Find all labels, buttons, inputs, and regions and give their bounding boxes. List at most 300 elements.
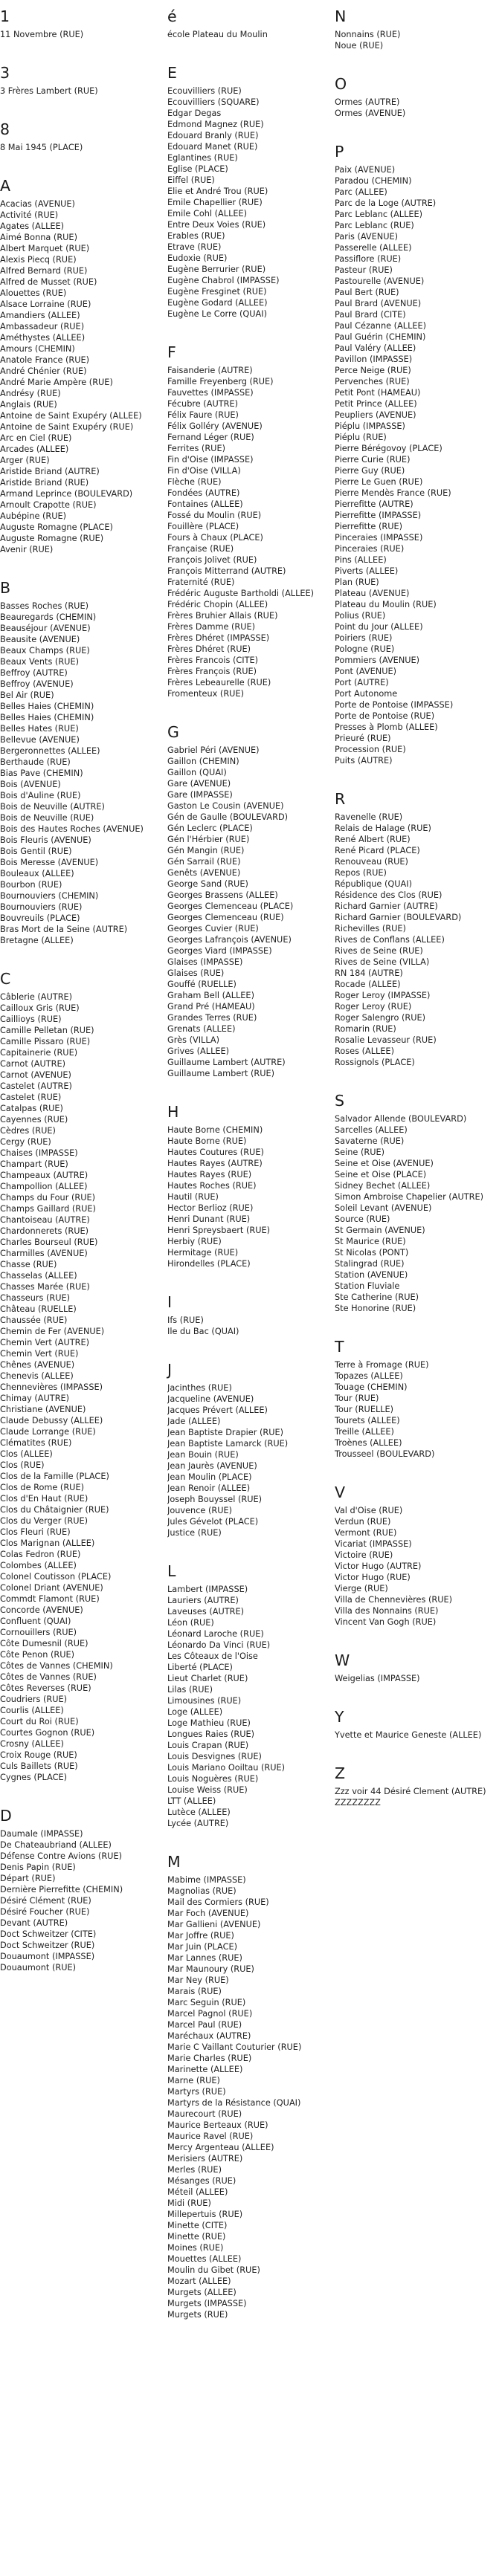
street-item: Jacinthes (RUE): [167, 1383, 232, 1393]
street-item: Jean Jaurès (AVENUE): [167, 1461, 257, 1471]
street-item: Porte de Pontoise (IMPASSE): [335, 700, 454, 710]
street-item: Côtes de Vannes (RUE): [0, 1672, 97, 1682]
street-item: Auguste Romagne (PLACE): [0, 522, 113, 532]
street-item: Pierre Bérégovoy (PLACE): [335, 444, 443, 453]
street-item: Paul Valéry (ALLEE): [335, 343, 416, 353]
street-item: Merisiers (AUTRE): [167, 2154, 243, 2164]
street-item: Champollion (ALLEE): [0, 1182, 88, 1191]
street-item: Gén l'Hérbier (RUE): [167, 835, 250, 844]
street-item: Rocade (ALLEE): [335, 980, 401, 989]
street-item: Bouleaux (ALLEE): [0, 869, 74, 878]
street-item: Romarin (RUE): [335, 1024, 396, 1034]
street-item: Fossé du Moulin (RUE): [167, 511, 262, 520]
street-item: Cailloux Gris (RUE): [0, 1003, 80, 1013]
street-item: Chaussée (RUE): [0, 1315, 68, 1325]
street-item: Moulin du Gibet (RUE): [167, 2265, 260, 2275]
street-item: Eudoxie (RUE): [167, 253, 228, 263]
street-item: Ifs (RUE): [167, 1315, 204, 1325]
street-item: Louise Weiss (RUE): [167, 1785, 248, 1795]
street-item: Pierrefitte (RUE): [335, 522, 403, 531]
street-item: Eugène Godard (ALLEE): [167, 298, 268, 308]
street-item: Vermont (RUE): [335, 1528, 397, 1538]
street-item: Terre à Fromage (RUE): [335, 1360, 429, 1370]
street-item: Bois Fleuris (AVENUE): [0, 835, 91, 845]
street-list: [335, 29, 498, 51]
street-item: Point du Jour (ALLEE): [335, 622, 423, 632]
street-item: Côtes Reverses (RUE): [0, 1683, 91, 1693]
section-heading: R: [335, 790, 346, 808]
street-item: Marais (RUE): [167, 1987, 222, 1996]
street-item: Eglise (PLACE): [167, 164, 228, 174]
street-list: [0, 1828, 164, 1973]
street-item: Fours à Chaux (PLACE): [167, 533, 263, 543]
street-item: Plateau (AVENUE): [335, 589, 410, 598]
street-item: Aimé Bonna (RUE): [0, 233, 77, 242]
street-item: Passerelle (ALLEE): [335, 243, 412, 253]
street-item: Yvette et Maurice Geneste (ALLEE): [335, 1730, 482, 1740]
street-item: Pins (ALLEE): [335, 555, 387, 565]
street-item: Cornouillers (RUE): [0, 1628, 77, 1637]
street-list: [167, 1382, 331, 1538]
street-item: Cèdres (RUE): [0, 1126, 56, 1136]
street-item: Bel Air (RUE): [0, 690, 54, 700]
section-heading: O: [335, 75, 347, 93]
street-item: Piéplu (RUE): [335, 433, 387, 442]
street-item: Fernand Léger (RUE): [167, 433, 254, 442]
street-item: Christiane (AVENUE): [0, 1405, 86, 1414]
street-item: Station Fluviale: [335, 1281, 400, 1291]
street-item: Henri Spreysbaert (RUE): [167, 1226, 271, 1235]
street-item: Défense Contre Avions (RUE): [0, 1851, 122, 1861]
street-item: Clos d'En Haut (RUE): [0, 1494, 89, 1504]
street-item: Limousines (RUE): [167, 1696, 242, 1706]
street-item: Murgets (RUE): [167, 2310, 228, 2320]
street-item: 8 Mai 1945 (PLACE): [0, 143, 83, 152]
street-item: François Jolivet (RUE): [167, 555, 257, 565]
street-item: Bourbon (RUE): [0, 880, 62, 890]
street-item: St Maurice (RUE): [335, 1237, 406, 1246]
street-item: Ecouvilliers (SQUARE): [167, 97, 260, 107]
street-list: [0, 29, 164, 40]
street-item: Bras Mort de la Seine (AUTRE): [0, 925, 128, 934]
street-item: Castelet (RUE): [0, 1093, 62, 1102]
street-item: Frères Francois (CITE): [167, 656, 259, 665]
letter-section: [335, 1651, 498, 1708]
street-item: 3 Frères Lambert (RUE): [0, 86, 98, 96]
street-item: Herbiy (RUE): [167, 1237, 222, 1246]
street-item: Mar Juin (PLACE): [167, 1942, 238, 1952]
street-item: Midi (RUE): [167, 2198, 211, 2208]
street-item: Activité (RUE): [0, 210, 59, 220]
street-item: Piéplu (IMPASSE): [335, 421, 405, 431]
street-item: Arnoult Crapotte (RUE): [0, 500, 97, 510]
street-item: Chaises (IMPASSE): [0, 1148, 78, 1158]
street-item: Marie Charles (RUE): [167, 2054, 252, 2063]
street-item: Gén de Gaulle (BOULEVARD): [167, 812, 289, 822]
street-item: Parc Leblanc (RUE): [335, 221, 414, 230]
index-column-2: [167, 7, 331, 2320]
street-list: [0, 198, 164, 555]
street-item: Loge Mathieu (RUE): [167, 1718, 251, 1728]
street-item: Frères Dhéret (RUE): [167, 644, 251, 654]
street-item: Crosny (ALLEE): [0, 1739, 64, 1749]
street-item: Camille Pissaro (RUE): [0, 1037, 91, 1046]
street-item: Clos du Châtaignier (RUE): [0, 1505, 109, 1515]
street-item: Erables (RUE): [167, 231, 225, 241]
street-item: Félix Golléry (AVENUE): [167, 421, 263, 431]
street-item: Résidence des Clos (RUE): [335, 890, 443, 900]
street-list: [167, 1874, 331, 2320]
street-item: Coudriers (RUE): [0, 1695, 68, 1704]
street-item: Marcel Paul (RUE): [167, 2020, 242, 2030]
street-item: Clos (RUE): [0, 1460, 45, 1470]
street-item: Trousseel (BOULEVARD): [335, 1449, 435, 1459]
street-item: RN 184 (AUTRE): [335, 968, 403, 978]
street-item: Arc en Ciel (RUE): [0, 433, 72, 443]
street-item: Mozart (ALLEE): [167, 2276, 231, 2286]
street-item: Française (RUE): [167, 544, 234, 554]
street-item: Ambassadeur (RUE): [0, 322, 85, 331]
street-item: Acacias (AVENUE): [0, 199, 75, 209]
street-item: Anglais (RUE): [0, 400, 57, 410]
street-item: Murgets (ALLEE): [167, 2288, 236, 2297]
street-item: Bretagne (ALLEE): [0, 936, 74, 945]
street-item: Moines (RUE): [167, 2243, 224, 2253]
street-item: Frères Dhéret (IMPASSE): [167, 633, 270, 643]
street-item: Georges Lafrançois (AVENUE): [167, 935, 292, 945]
street-item: Simon Ambroise Chapelier (AUTRE): [335, 1192, 484, 1202]
street-item: Belles Hates (RUE): [0, 724, 79, 734]
letter-section: [0, 177, 164, 579]
street-item: Louis Desvignes (RUE): [167, 1752, 262, 1761]
street-item: Perce Neige (RUE): [335, 366, 411, 375]
letter-section: [335, 1764, 498, 1808]
street-item: Doct Schweitzer (RUE): [0, 1941, 95, 1950]
street-item: Amandiers (ALLEE): [0, 311, 80, 320]
section-heading: D: [0, 1807, 12, 1825]
street-item: Arger (RUE): [0, 456, 50, 465]
street-item: Villa des Nonnains (RUE): [335, 1606, 439, 1616]
letter-section: [335, 1483, 498, 1651]
street-item: Cygnes (PLACE): [0, 1773, 68, 1782]
street-item: Louis Mariano Ooiltau (RUE): [167, 1763, 286, 1773]
street-item: Pierre Guy (RUE): [335, 466, 405, 476]
street-item: Mar Lannes (RUE): [167, 1953, 242, 1963]
street-item: Minette (RUE): [167, 2232, 226, 2242]
section-heading: Z: [335, 1764, 346, 1782]
street-item: François Mitterrand (AUTRE): [167, 566, 286, 576]
street-item: 11 Novembre (RUE): [0, 30, 84, 39]
letter-section: [167, 723, 331, 1103]
street-item: Gare (IMPASSE): [167, 790, 233, 800]
street-item: Savaterne (RUE): [335, 1136, 405, 1146]
street-item: Edouard Manet (RUE): [167, 142, 258, 152]
street-item: Paul Brard (CITE): [335, 310, 406, 320]
street-item: Nonnains (RUE): [335, 30, 401, 39]
street-item: Soleil Levant (AVENUE): [335, 1203, 432, 1213]
street-item: Côte Penon (RUE): [0, 1650, 75, 1660]
street-item: Mail des Cormiers (RUE): [167, 1897, 269, 1907]
street-item: Carnot (AUTRE): [0, 1059, 66, 1069]
street-item: Peupliers (AVENUE): [335, 410, 416, 420]
section-heading: J: [167, 1361, 173, 1379]
street-item: Paris (AVENUE): [335, 232, 399, 242]
street-item: Hirondelles (PLACE): [167, 1259, 251, 1269]
street-item: Paul Cézanne (ALLEE): [335, 321, 427, 331]
street-item: Alouettes (RUE): [0, 288, 67, 298]
street-item: Départ (RUE): [0, 1874, 56, 1883]
street-item: Tourets (ALLEE): [335, 1416, 400, 1425]
street-item: Clos de la Famille (PLACE): [0, 1472, 109, 1481]
street-item: Seine et Oise (PLACE): [335, 1170, 427, 1179]
street-item: Henri Dunant (RUE): [167, 1214, 251, 1224]
street-item: Bois Gentil (RUE): [0, 847, 72, 856]
street-item: Piverts (ALLEE): [335, 566, 399, 576]
street-item: Grandes Terres (RUE): [167, 1013, 257, 1023]
street-list: [335, 1673, 498, 1684]
street-item: Ravenelle (RUE): [335, 812, 403, 822]
street-item: Mar Maunoury (RUE): [167, 1964, 254, 1974]
street-item: Léonard Laroche (RUE): [167, 1629, 264, 1639]
street-item: Clos du Verger (RUE): [0, 1516, 89, 1526]
index-column-3: [335, 7, 498, 1808]
street-list: [167, 1584, 331, 1829]
street-item: Victor Hugo (RUE): [335, 1573, 411, 1582]
street-item: Grives (ALLEE): [167, 1046, 230, 1056]
street-item: Clos (ALLEE): [0, 1449, 53, 1459]
street-item: Ferrites (RUE): [167, 444, 225, 453]
street-item: Edmond Magnez (RUE): [167, 120, 264, 129]
street-item: Passiflore (RUE): [335, 254, 402, 264]
street-item: Hautes Rayes (AUTRE): [167, 1159, 263, 1168]
section-heading: Y: [335, 1708, 344, 1726]
street-item: Eugène Berrurier (RUE): [167, 265, 266, 274]
street-item: Douaumont (RUE): [0, 1963, 77, 1973]
street-item: Hautil (RUE): [167, 1192, 219, 1202]
section-heading: W: [335, 1651, 350, 1669]
street-item: Emile Cohl (ALLEE): [167, 209, 248, 219]
street-item: Fromenteux (RUE): [167, 689, 244, 699]
street-item: Georges Brassens (ALLEE): [167, 890, 278, 900]
street-item: Roger Leroy (RUE): [335, 1002, 412, 1012]
street-item: Guillaume Lambert (AUTRE): [167, 1058, 286, 1067]
street-item: Val d'Oise (RUE): [335, 1506, 403, 1515]
street-item: Grenats (ALLEE): [167, 1024, 236, 1034]
street-item: Château (RUELLE): [0, 1304, 77, 1314]
street-item: Chasselas (ALLEE): [0, 1271, 77, 1281]
street-item: Jouvence (RUE): [167, 1506, 233, 1515]
street-item: Entre Deux Voies (RUE): [167, 220, 266, 230]
street-item: Jade (ALLEE): [167, 1417, 221, 1426]
street-item: Renouveau (RUE): [335, 857, 408, 867]
street-item: Lieut Charlet (RUE): [167, 1674, 248, 1683]
street-item: Jean Moulin (PLACE): [167, 1472, 252, 1482]
street-item: Pierrefitte (IMPASSE): [335, 511, 422, 520]
street-item: Ste Catherine (RUE): [335, 1292, 419, 1302]
letter-section: [0, 1807, 164, 1973]
letter-section: [167, 1361, 331, 1562]
letter-section: [335, 1338, 498, 1483]
street-item: Les Côteaux de l'Oise: [167, 1651, 258, 1661]
street-item: Bois des Hautes Roches (AVENUE): [0, 824, 144, 834]
street-item: Weigelias (IMPASSE): [335, 1674, 420, 1683]
street-item: Port (AUTRE): [335, 678, 389, 687]
street-item: Bois d'Auline (RUE): [0, 791, 81, 800]
street-item: Eugène Chabrol (IMPASSE): [167, 276, 280, 285]
street-item: Longues Raies (RUE): [167, 1729, 255, 1739]
letter-section: [167, 1853, 331, 2320]
street-list: [167, 1315, 331, 1337]
street-item: Chênes (AVENUE): [0, 1360, 75, 1370]
letter-section: [335, 790, 498, 1092]
street-item: Graham Bell (ALLEE): [167, 991, 254, 1000]
street-item: André Marie Ampère (RUE): [0, 378, 113, 387]
street-item: Chasses Marée (RUE): [0, 1282, 90, 1292]
section-heading: C: [0, 970, 11, 988]
street-item: Gouffé (RUELLE): [167, 980, 236, 989]
street-item: Chenevis (ALLEE): [0, 1371, 74, 1381]
street-item: Salvador Allende (BOULEVARD): [335, 1114, 467, 1124]
street-item: Bois de Neuville (RUE): [0, 813, 94, 823]
street-list: [167, 745, 331, 1079]
street-item: Jean Baptiste Lamarck (RUE): [167, 1439, 289, 1449]
street-item: Relais de Halage (RUE): [335, 823, 431, 833]
street-item: Zzz voir 44 Désiré Clement (AUTRE): [335, 1787, 486, 1796]
street-item: Beauregards (CHEMIN): [0, 612, 97, 622]
street-item: Désiré Foucher (RUE): [0, 1907, 90, 1917]
street-list: [167, 85, 331, 320]
street-item: Frères Lebeaurelle (RUE): [167, 678, 271, 687]
street-item: Frères Bruhier Allais (RUE): [167, 611, 278, 621]
street-item: Ste Honorine (RUE): [335, 1304, 416, 1313]
street-item: Etrave (RUE): [167, 242, 222, 252]
street-item: Armand Leprince (BOULEVARD): [0, 489, 133, 499]
street-item: Denis Papin (RUE): [0, 1863, 76, 1872]
street-item: Chardonnerets (RUE): [0, 1226, 89, 1236]
street-item: Bois de Neuville (AUTRE): [0, 802, 105, 812]
street-item: Edouard Branly (RUE): [167, 131, 259, 140]
street-item: Mar Foch (AVENUE): [167, 1909, 249, 1918]
street-item: Sarcelles (ALLEE): [335, 1125, 408, 1135]
street-item: Basses Roches (RUE): [0, 601, 89, 611]
street-item: ZZZZZZZZ: [335, 1798, 381, 1808]
street-item: Genêts (AVENUE): [167, 868, 241, 878]
section-heading: 3: [0, 64, 10, 82]
street-item: Prieuré (RUE): [335, 734, 391, 743]
street-item: Hautes Coutures (RUE): [167, 1148, 264, 1157]
street-list: [335, 1505, 498, 1628]
street-item: Colonel Coutisson (PLACE): [0, 1572, 112, 1582]
street-item: Gén Leclerc (PLACE): [167, 823, 253, 833]
street-item: Sidney Bechet (ALLEE): [335, 1181, 431, 1191]
street-item: Stalingrad (RUE): [335, 1259, 405, 1269]
street-item: Pommiers (AVENUE): [335, 656, 420, 665]
street-item: Guillaume Lambert (RUE): [167, 1069, 275, 1078]
street-item: Cayennes (RUE): [0, 1115, 68, 1124]
street-item: Jean Baptiste Drapier (RUE): [167, 1428, 284, 1437]
letter-section: [0, 120, 164, 177]
street-item: Bournouviers (RUE): [0, 902, 83, 912]
letter-section: [167, 1103, 331, 1293]
street-item: Pierre Mendès France (RUE): [335, 488, 451, 498]
street-item: Polius (RUE): [335, 611, 386, 621]
street-item: Méteil (ALLEE): [167, 2187, 228, 2197]
street-item: Pinceraies (IMPASSE): [335, 533, 423, 543]
street-item: Mar Ney (RUE): [167, 1975, 229, 1985]
street-item: Frères Damme (RUE): [167, 622, 256, 632]
street-list: [0, 85, 164, 97]
street-item: Pasteur (RUE): [335, 265, 393, 275]
letter-section: [167, 64, 331, 343]
street-item: Chasseurs (RUE): [0, 1293, 71, 1303]
street-item: Victoire (RUE): [335, 1550, 393, 1560]
street-item: Fontaines (ALLEE): [167, 499, 243, 509]
street-item: Rives de Conflans (ALLEE): [335, 935, 445, 945]
street-item: Lambert (IMPASSE): [167, 1585, 248, 1594]
street-item: Emile Chapellier (RUE): [167, 198, 263, 207]
street-item: Eugène Fresginet (RUE): [167, 287, 267, 297]
letter-section: [167, 343, 331, 723]
street-item: Dernière Pierrefitte (CHEMIN): [0, 1885, 123, 1894]
street-item: Pierre Curie (RUE): [335, 455, 411, 465]
street-item: St Nicolas (PONT): [335, 1248, 409, 1258]
street-item: Côtes de Vannes (CHEMIN): [0, 1661, 113, 1671]
street-item: Pastourelle (AVENUE): [335, 276, 425, 286]
street-item: Parc (ALLEE): [335, 187, 387, 197]
street-item: Chantoiseau (AUTRE): [0, 1215, 90, 1225]
street-item: Camille Pelletan (RUE): [0, 1026, 94, 1035]
letter-section: [167, 1293, 331, 1361]
street-item: Seine (RUE): [335, 1148, 385, 1157]
street-item: Gaillon (QUAI): [167, 768, 227, 777]
street-item: Clématites (RUE): [0, 1438, 72, 1448]
street-item: Roses (ALLEE): [335, 1046, 394, 1056]
street-item: Courlis (ALLEE): [0, 1706, 64, 1715]
street-item: Touage (CHEMIN): [335, 1382, 408, 1392]
street-list: [0, 142, 164, 153]
street-item: Edgar Degas: [167, 109, 222, 118]
street-item: LTT (ALLEE): [167, 1796, 216, 1806]
street-item: Charmilles (AVENUE): [0, 1249, 88, 1258]
street-item: Richevilles (RUE): [335, 924, 406, 933]
street-item: Alsace Lorraine (RUE): [0, 300, 91, 309]
street-item: Hermitage (RUE): [167, 1248, 239, 1258]
street-item: Treille (ALLEE): [335, 1427, 394, 1437]
street-list: [335, 97, 498, 119]
street-item: Jacques Prévert (ALLEE): [167, 1405, 268, 1415]
street-item: Pierre Le Guen (RUE): [335, 477, 423, 487]
street-item: Richard Garnier (AUTRE): [335, 902, 438, 911]
street-list: [0, 601, 164, 946]
street-item: Martyrs de la Résistance (QUAI): [167, 2098, 301, 2108]
street-item: Poiriers (RUE): [335, 633, 393, 643]
street-item: Belles Haies (CHEMIN): [0, 702, 94, 711]
street-item: Seine et Oise (AVENUE): [335, 1159, 434, 1168]
street-item: Rossignols (PLACE): [335, 1058, 415, 1067]
street-item: Cergy (RUE): [0, 1137, 51, 1147]
street-item: Paradou (CHEMIN): [335, 176, 412, 186]
street-item: Marcel Pagnol (RUE): [167, 2009, 253, 2019]
street-item: Bouvreuils (PLACE): [0, 913, 80, 923]
section-heading: H: [167, 1103, 179, 1121]
street-item: Tour (RUE): [335, 1394, 379, 1403]
street-item: Jean Bouin (RUE): [167, 1450, 239, 1460]
street-item: Clos de Rome (RUE): [0, 1483, 84, 1492]
section-heading: P: [335, 143, 344, 161]
street-item: Rives de Seine (RUE): [335, 946, 423, 956]
street-item: De Chateaubriand (ALLEE): [0, 1840, 112, 1850]
street-item: Fondées (AUTRE): [167, 488, 240, 498]
